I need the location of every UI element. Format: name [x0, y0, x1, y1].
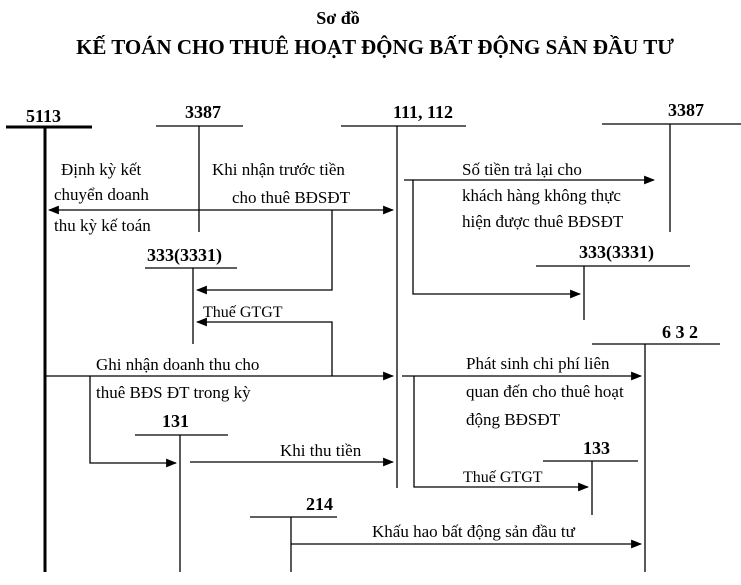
- label-periodic-transfer-3: thu kỳ kế toán: [54, 216, 151, 235]
- flow-periodic-transfer: [49, 160, 199, 235]
- account-131: [135, 411, 228, 572]
- label-advance-receipt-2: cho thuê BĐSĐT: [232, 188, 351, 207]
- label-refund-2: khách hàng không thực: [462, 186, 621, 205]
- flow-depreciation: [291, 522, 641, 544]
- account-632: [592, 322, 720, 572]
- label-expense-incurred-2: quan đến cho thuê hoạt: [466, 382, 624, 401]
- label-collect-cash: Khi thu tiền: [280, 441, 362, 460]
- account-333-left-label: 333(3331): [147, 245, 222, 265]
- account-5113-label: 5113: [26, 106, 62, 126]
- account-214: [250, 494, 337, 572]
- account-131-label: 131: [162, 411, 189, 431]
- account-111-112-label: 111, 112: [393, 102, 454, 122]
- label-revenue-recognition-1: Ghi nhận doanh thu cho: [96, 355, 260, 374]
- account-3387-right-label: 3387: [668, 100, 704, 120]
- flow-advance-receipt: [197, 160, 393, 290]
- flow-refund: [404, 160, 654, 294]
- account-111-112: [341, 102, 466, 488]
- flow-expense-incurred: [402, 354, 641, 487]
- account-333-right: [536, 242, 690, 320]
- label-advance-receipt-1: Khi nhận trước tiền: [212, 160, 345, 179]
- diagram-title-line2: KẾ TOÁN CHO THUÊ HOẠT ĐỘNG BẤT ĐỘNG SẢN ĐẦU TƯ: [76, 35, 674, 59]
- account-214-label: 214: [306, 494, 333, 514]
- account-333-left: [145, 245, 237, 344]
- label-periodic-transfer-2: chuyển doanh: [54, 185, 149, 204]
- label-expense-incurred-1: Phát sinh chi phí liên: [466, 354, 610, 373]
- account-133-label: 133: [583, 438, 610, 458]
- label-revenue-recognition-2: thuê BĐS ĐT trong kỳ: [96, 383, 251, 402]
- label-depreciation: Khấu hao bất động sản đầu tư: [372, 522, 575, 541]
- account-632-label: 6 3 2: [662, 322, 698, 342]
- account-133: [543, 438, 638, 515]
- diagram-title-line1: Sơ đồ: [316, 8, 360, 28]
- label-vat-input: Thuế GTGT: [463, 469, 543, 486]
- label-refund-1: Số tiền trả lại cho: [462, 160, 582, 179]
- label-vat-output: Thuế GTGT: [203, 304, 283, 321]
- label-expense-incurred-3: động BĐSĐT: [466, 410, 560, 429]
- flow-collect-cash: [190, 441, 393, 462]
- label-refund-3: hiện được thuê BĐSĐT: [462, 212, 624, 231]
- label-periodic-transfer-1: Định kỳ kết: [61, 160, 142, 179]
- flow-revenue-recognition: [45, 355, 393, 402]
- account-333-right-label: 333(3331): [579, 242, 654, 262]
- account-3387-left-label: 3387: [185, 102, 221, 122]
